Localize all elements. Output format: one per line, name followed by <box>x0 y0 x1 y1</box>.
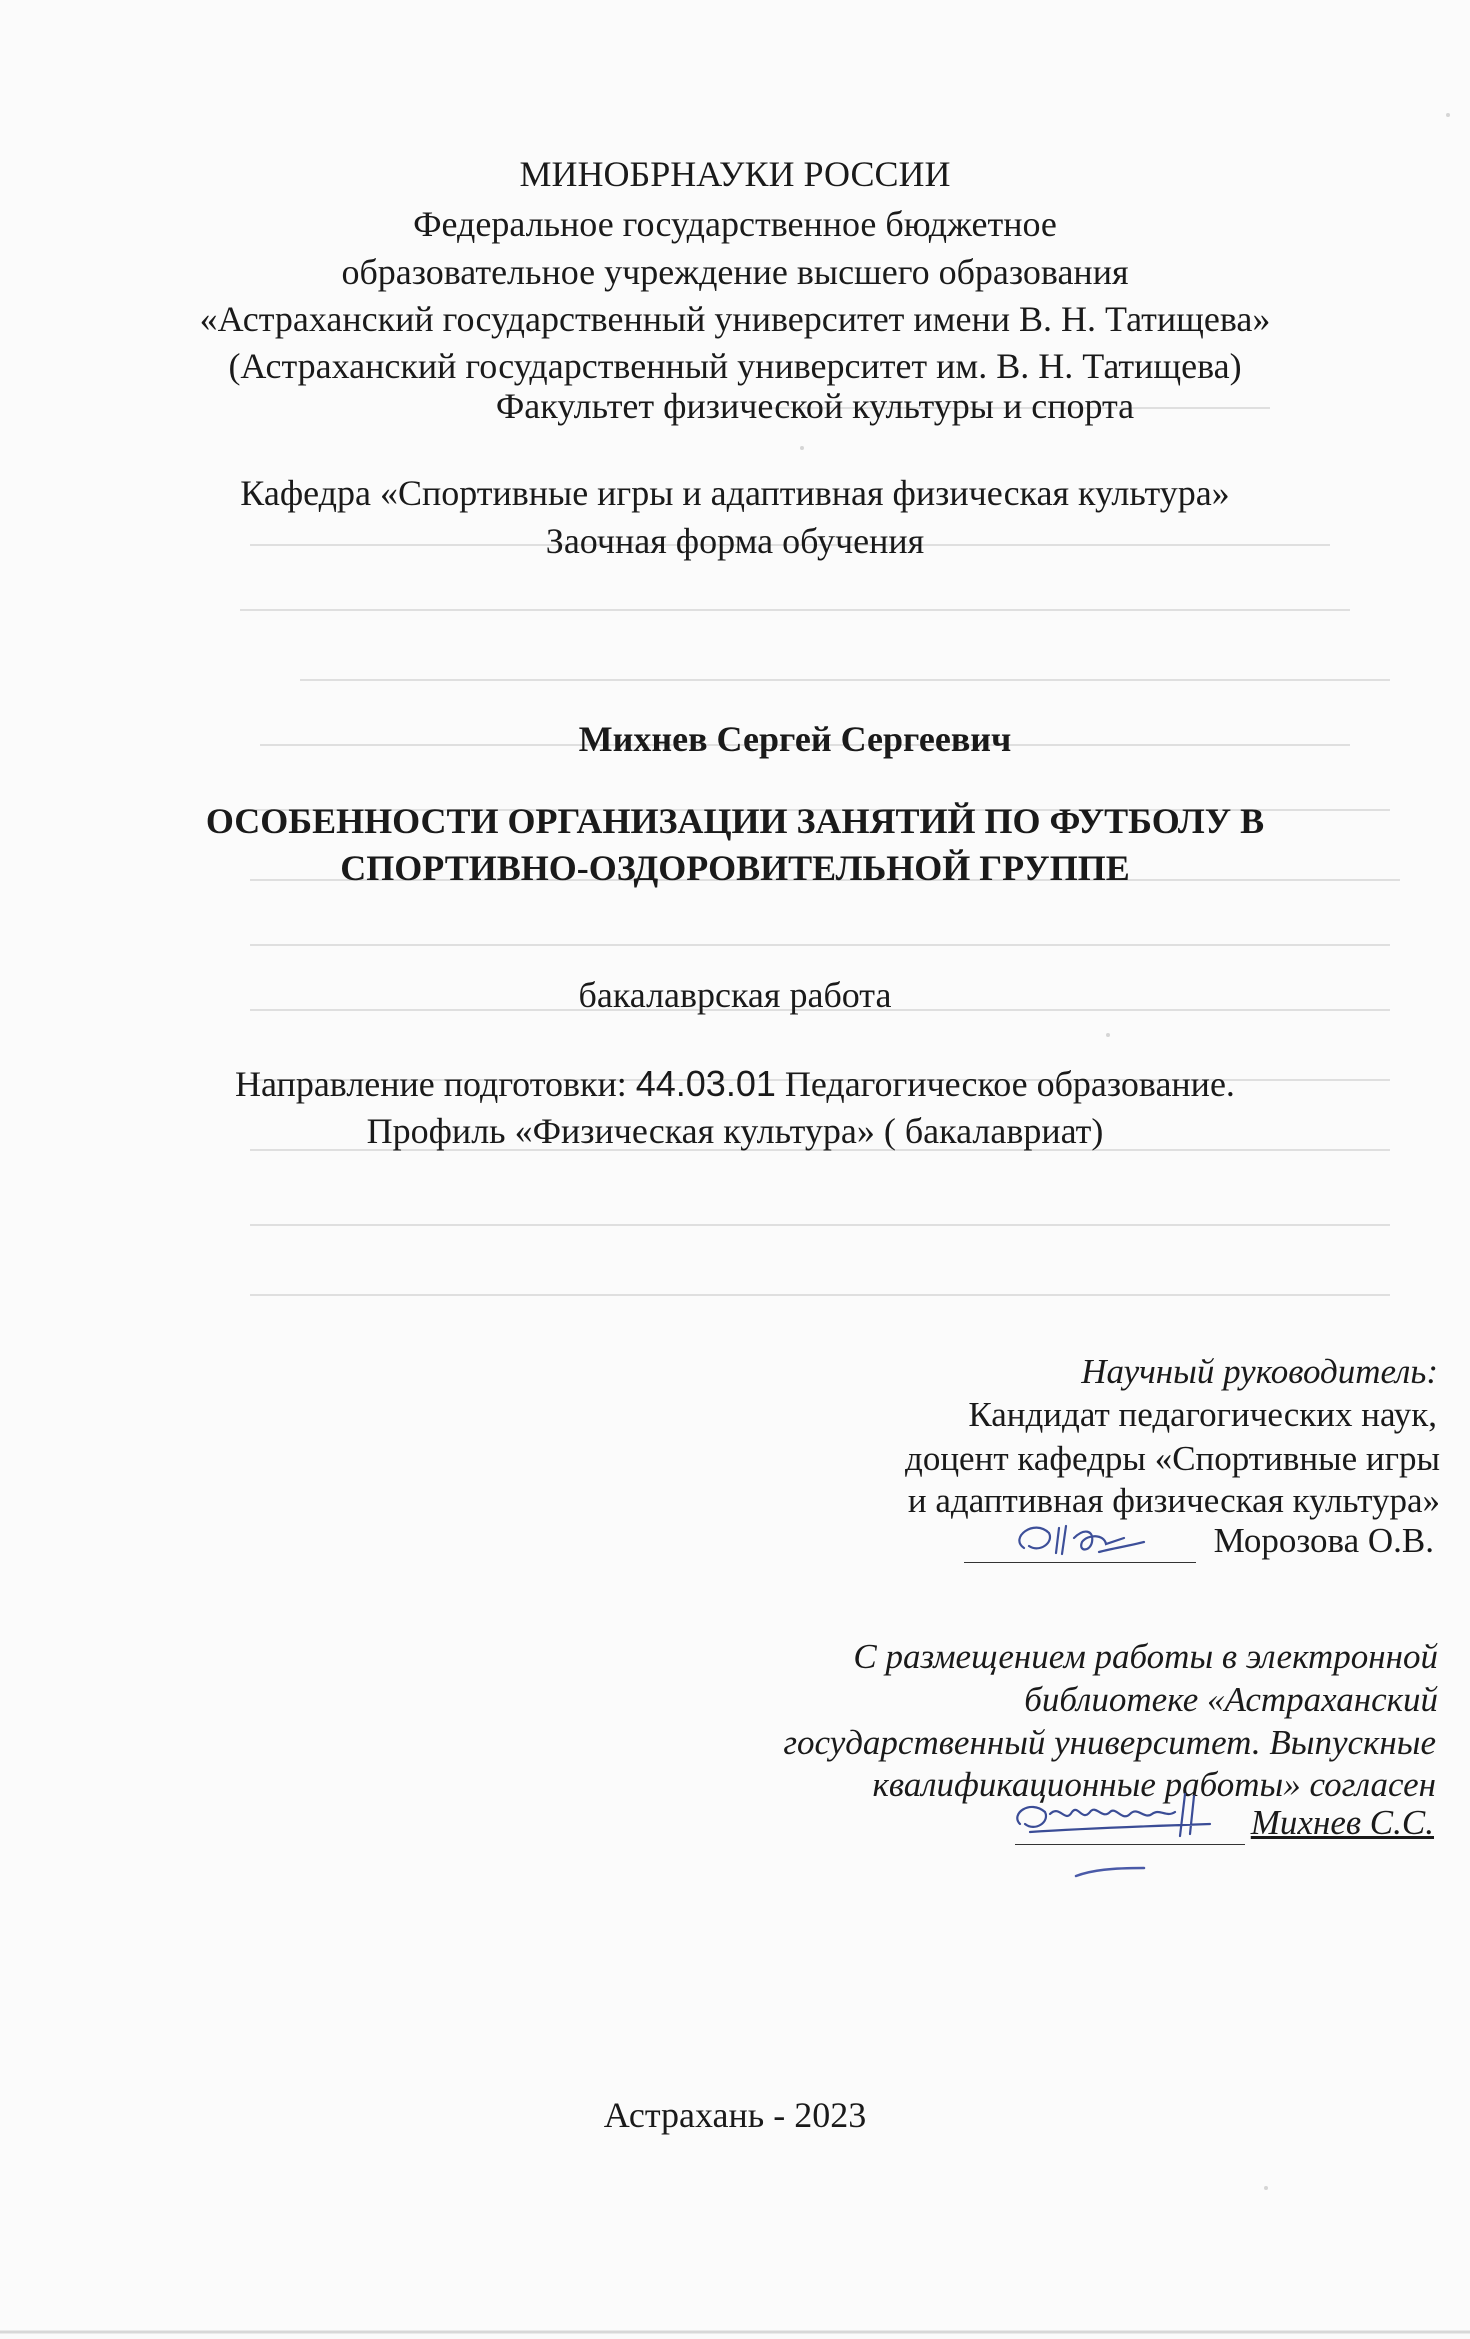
institution-line-1: Федеральное государственное бюджетное <box>413 204 1057 244</box>
work-type: бакалаврская работа <box>578 975 892 1015</box>
supervisor-name: Морозова О.В. <box>1213 1521 1434 1560</box>
ink-mark <box>1072 1862 1152 1882</box>
university-short-name: (Астраханский государственный университет им. В. Н. Татищева) <box>228 346 1242 386</box>
consent-signature <box>1010 1784 1240 1854</box>
study-form: Заочная форма обучения <box>545 521 925 561</box>
consent-line-2: библиотеке «Астраханский <box>1024 1680 1438 1719</box>
profile-line: Профиль «Физическая культура» ( бакалавриат) <box>366 1111 1104 1151</box>
consent-signature-field <box>1015 1812 1245 1845</box>
thesis-title-line-1: ОСОБЕННОСТИ ОРГАНИЗАЦИИ ЗАНЯТИЙ ПО ФУТБОЛУ В <box>205 801 1265 841</box>
supervisor-position-1: доцент кафедры «Спортивные игры <box>905 1439 1440 1478</box>
author-name: Михнев Сергей Сергеевич <box>578 719 1012 759</box>
university-full-name: «Астраханский государственный университет имени В. Н. Татищева» <box>199 299 1271 339</box>
consent-line-4: квалификационные работы» согласен <box>872 1765 1436 1804</box>
supervisor-position-2: и адаптивная физическая культура» <box>907 1481 1440 1520</box>
direction-prefix: Направление подготовки: <box>235 1064 636 1104</box>
supervisor-heading: Научный руководитель: <box>1081 1352 1438 1391</box>
city-year: Астрахань - 2023 <box>603 2095 867 2135</box>
consent-name: Михнев С.С. <box>1250 1803 1434 1842</box>
faculty: Факультет физической культуры и спорта <box>495 386 1135 426</box>
thesis-title-line-2: СПОРТИВНО-ОЗДОРОВИТЕЛЬНОЙ ГРУППЕ <box>340 848 1130 888</box>
supervisor-signature <box>1004 1508 1154 1568</box>
consent-line-3: государственный университет. Выпускные <box>783 1723 1436 1762</box>
supervisor-degree: Кандидат педагогических наук, <box>968 1395 1437 1434</box>
ministry: МИНОБРНАУКИ РОССИИ <box>519 154 951 194</box>
institution-line-2: образовательное учреждение высшего образования <box>341 252 1129 292</box>
supervisor-signature-line <box>964 1518 1434 1563</box>
department: Кафедра «Спортивные игры и адаптивная физическая культура» <box>240 473 1230 513</box>
consent-line-1: С размещением работы в электронной <box>853 1637 1438 1676</box>
direction-code: 44.03.01 <box>635 1063 776 1104</box>
consent-signature-line <box>1015 1800 1434 1845</box>
direction-line <box>0 1061 1470 1107</box>
direction-name: Педагогическое образование. <box>775 1064 1235 1104</box>
supervisor-signature-field <box>964 1530 1196 1563</box>
